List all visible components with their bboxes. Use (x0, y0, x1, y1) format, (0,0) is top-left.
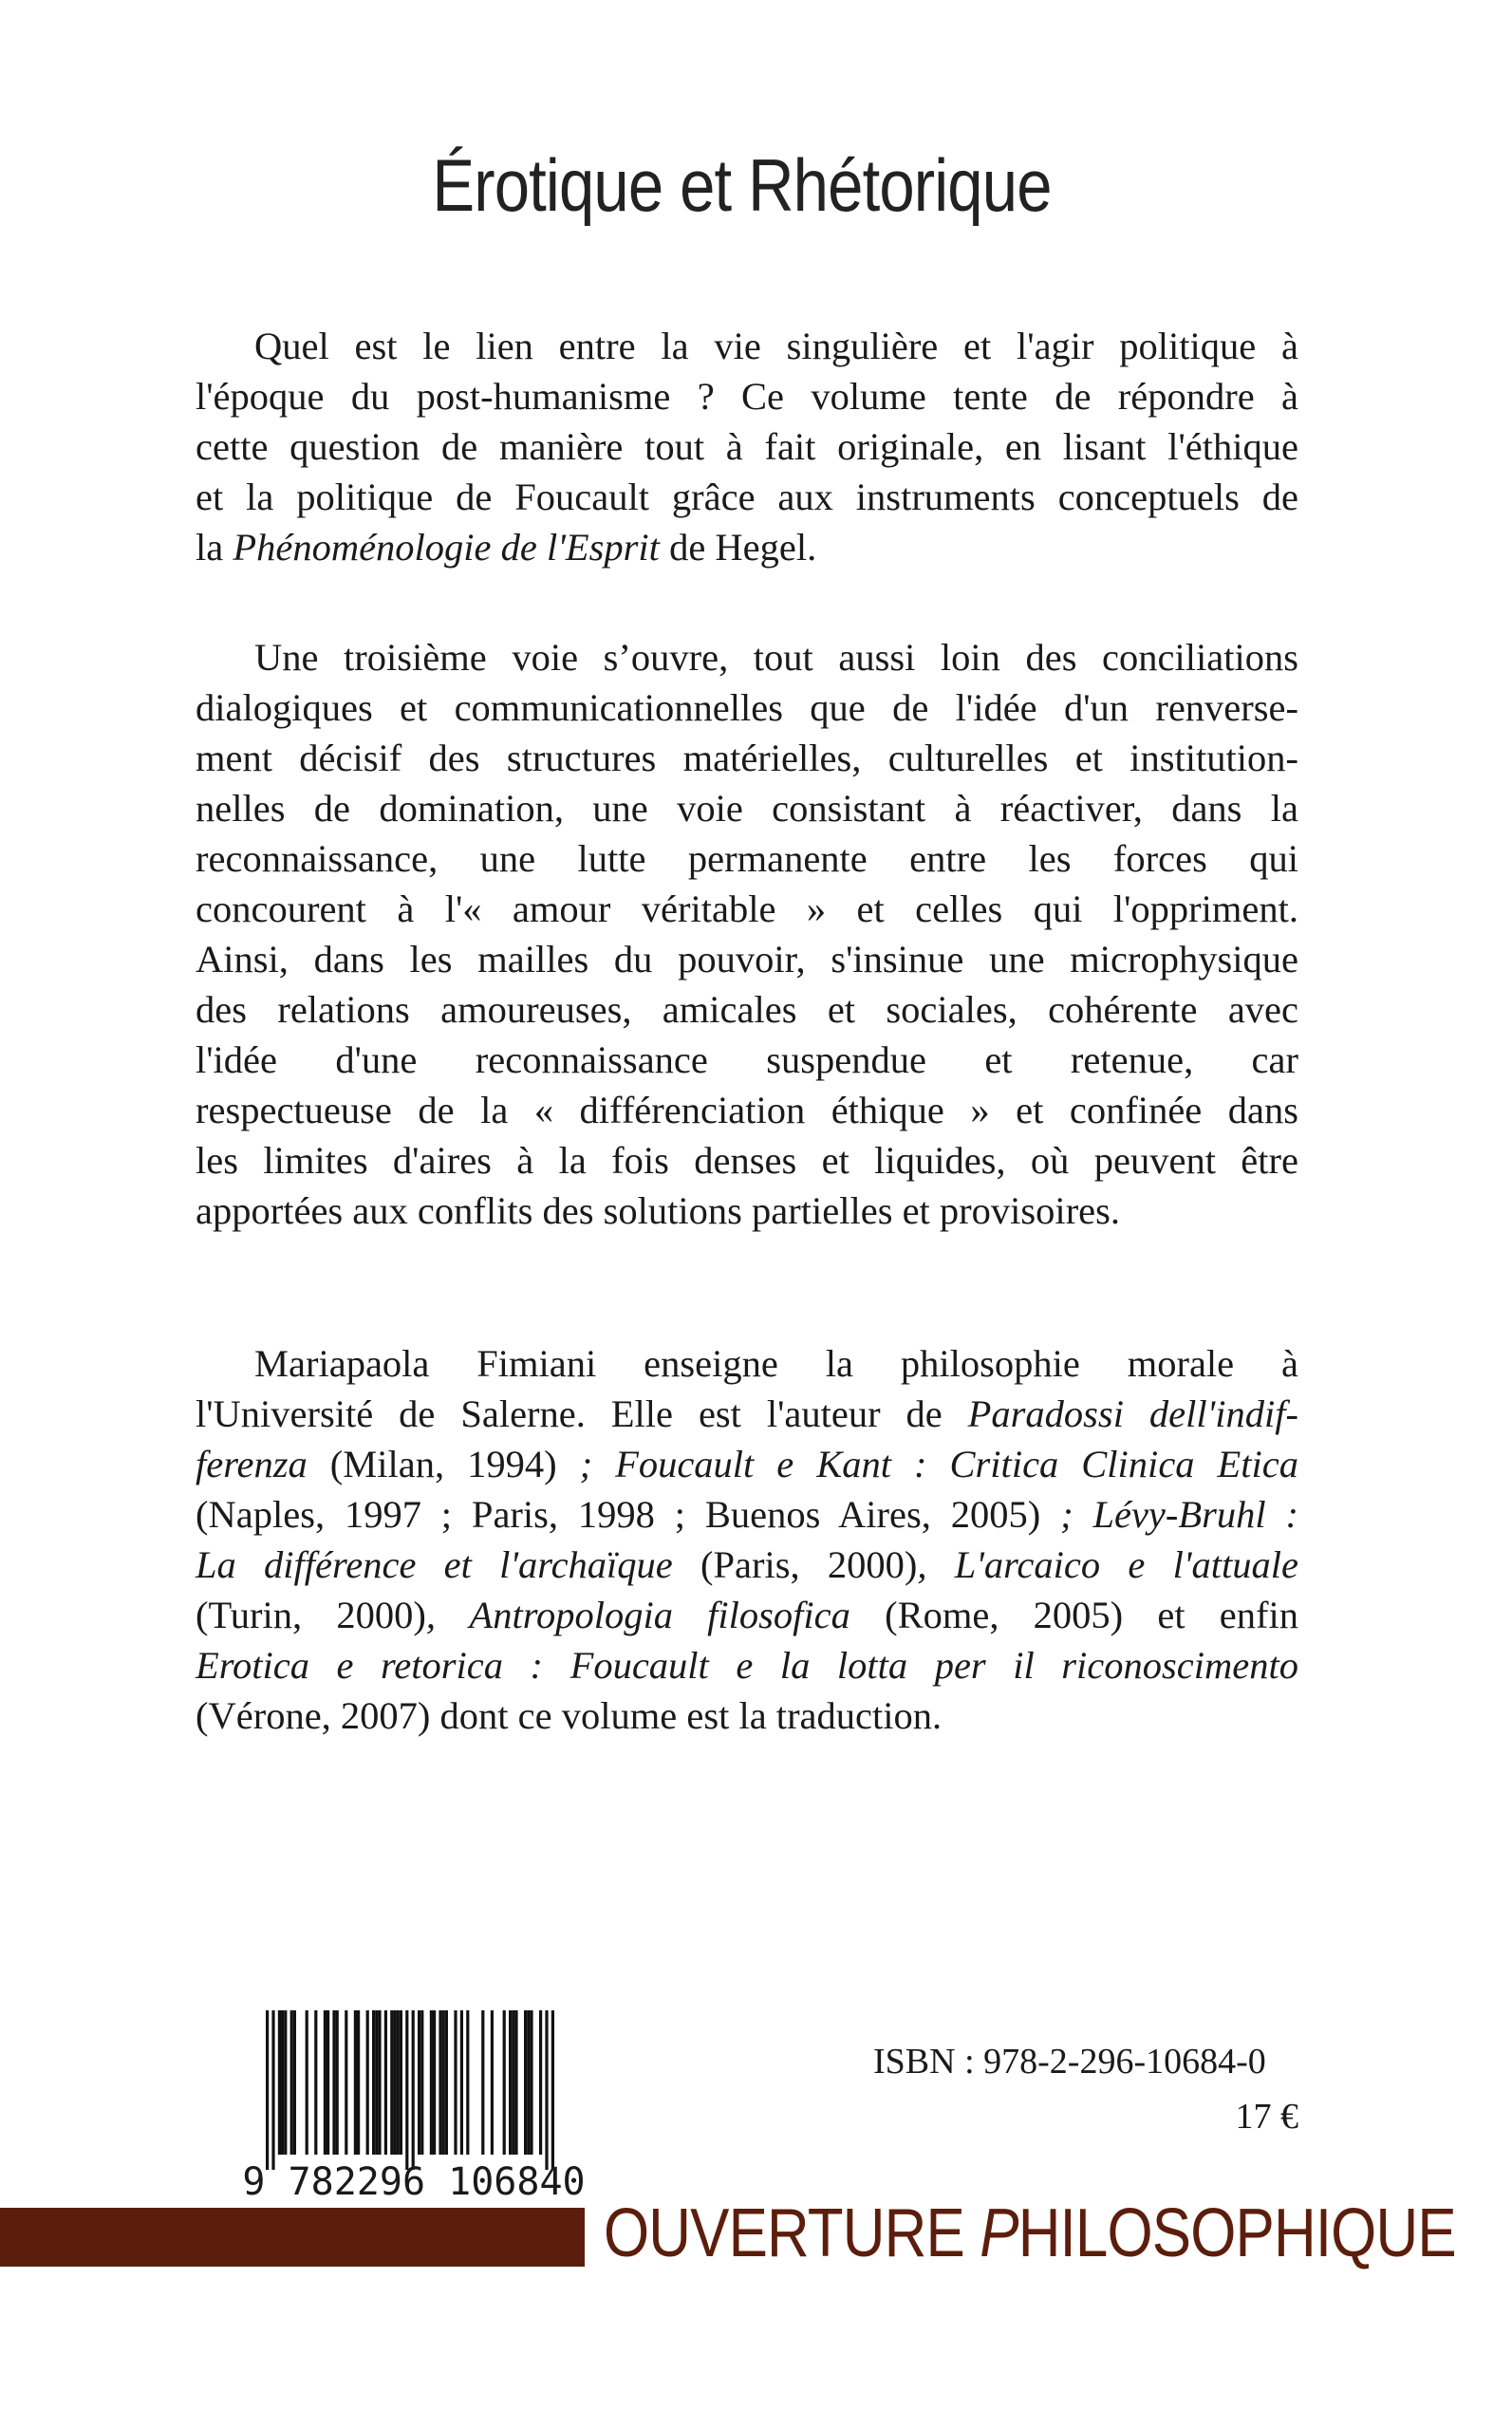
text-line: dialogiques et communicationnelles que de l'idée d'un renverse- (196, 686, 1298, 729)
text-fragment: (Rome, 2005) et enfin (849, 1594, 1298, 1636)
barcode-bar (375, 2010, 378, 2155)
book-reference: ; Foucault e Kant : Critica Clinica Etica (579, 1443, 1299, 1485)
text-line: Ainsi, dans les mailles du pouvoir, s'insinue une microphysique (196, 938, 1298, 980)
synopsis-paragraph-1 (196, 321, 1298, 572)
book-reference: La différence et l'archaïque (196, 1543, 673, 1586)
text-line (196, 1439, 1298, 1489)
book-reference: , Antropologia filosofica (425, 1594, 850, 1636)
barcode-number: 9 782296 106840 (242, 2160, 586, 2198)
book-reference: Erotica e retorica : Foucault e la lotta per il riconoscimento (196, 1644, 1298, 1687)
text-line: l'idée d'une reconnaissance suspendue et retenue, car (196, 1038, 1298, 1081)
text-line: cette question de manière tout à fait originale, en lisant l'éthique (196, 425, 1298, 468)
barcode-bar (336, 2010, 339, 2155)
barcode-bar (393, 2010, 396, 2155)
book-reference: , L'arcaico e l'attuale (917, 1543, 1298, 1586)
barcode-bar (481, 2010, 484, 2155)
collection-name-part: P (980, 2195, 1018, 2271)
book-reference: Paradossi dell'indif- (967, 1392, 1299, 1435)
book-reference: Phénoménologie de l'Esprit (233, 526, 660, 569)
text-line: les limites d'aires à la fois denses et liquides, où peuvent être (196, 1139, 1298, 1182)
text-line (196, 1489, 1298, 1540)
barcode-bar (314, 2010, 317, 2155)
text-line (196, 522, 1298, 572)
barcode-bar (384, 2010, 387, 2155)
barcode-bar (306, 2010, 308, 2155)
barcode (233, 2010, 594, 2198)
text-line: apportées aux conflits des solutions partielles et provisoires. (196, 1189, 1121, 1232)
barcode-bar (281, 2010, 284, 2155)
barcode-bar (551, 2010, 554, 2170)
barcode-bar (420, 2010, 423, 2155)
collection-name-part: OUVERTURE (604, 2195, 980, 2271)
text-line: reconnaissance, une lutte permanente entre les forces qui (196, 837, 1298, 880)
text-fragment: (Turin, 2000) (196, 1594, 426, 1636)
barcode-bar (271, 2010, 274, 2170)
barcode-bar (366, 2010, 369, 2155)
barcode-bar (400, 2010, 402, 2155)
barcode-bar (466, 2010, 469, 2155)
barcode-bar (378, 2010, 381, 2155)
barcode-bar (278, 2010, 281, 2155)
text-line: des relations amoureuses, amicales et sociales, cohérente avec (196, 988, 1298, 1031)
synopsis-paragraph-2 (196, 632, 1298, 1236)
text-fragment: la (196, 526, 233, 569)
barcode-bar (418, 2010, 420, 2155)
text-line: nelles de domination, une voie consistant à réactiver, dans la (196, 787, 1298, 830)
price: 17 € (1235, 2097, 1298, 2137)
barcode-bar (266, 2010, 269, 2170)
book-reference: ; Lévy-Bruhl : (1060, 1493, 1298, 1536)
barcode-bar (430, 2010, 433, 2155)
text-line: et la politique de Foucault grâce aux instruments conceptuels de (196, 476, 1298, 518)
text-line (196, 1540, 1298, 1590)
barcode-bar (390, 2010, 393, 2155)
barcode-bar (545, 2010, 548, 2170)
text-fragment: (Milan, 1994) (307, 1443, 580, 1485)
text-fragment: (Paris, 2000) (672, 1543, 918, 1586)
barcode-bar (512, 2010, 514, 2155)
text-line: Mariapaola Fimiani enseigne la philosophie morale à (254, 1342, 1298, 1385)
barcode-bar (345, 2010, 347, 2155)
text-line (196, 1389, 1298, 1439)
barcode-bar (405, 2010, 408, 2170)
barcode-bar (442, 2010, 445, 2155)
barcode-bar (372, 2010, 375, 2155)
barcode-bar (284, 2010, 287, 2155)
barcode-bar (527, 2010, 530, 2155)
barcode-bar (290, 2010, 293, 2155)
barcode-bar (332, 2010, 335, 2155)
barcode-bar (327, 2010, 329, 2155)
barcode-bar (539, 2010, 542, 2155)
collection-name (604, 2194, 1456, 2272)
text-line: l'époque du post-humanisme ? Ce volume tente de répondre à (196, 375, 1298, 418)
barcode-bar (514, 2010, 517, 2155)
barcode-bar (530, 2010, 532, 2155)
barcode-bar (460, 2010, 463, 2155)
barcode-bars (266, 2010, 554, 2170)
barcode-bar (357, 2010, 360, 2155)
barcode-bar (454, 2010, 457, 2155)
text-fragment: (Naples, 1997 ; Paris, 1998 ; Buenos Aires, 2005) (196, 1493, 1061, 1536)
barcode-bar (397, 2010, 400, 2155)
text-line: (Vérone, 2007) dont ce volume est la traduction. (196, 1694, 943, 1737)
collection-color-bar (0, 2208, 585, 2267)
barcode-bar (509, 2010, 512, 2155)
barcode-bar (491, 2010, 494, 2155)
text-line: respectueuse de la « différenciation éthique » et confinée dans (196, 1089, 1298, 1131)
text-line: ment décisif des structures matérielles, culturelles et institution- (196, 737, 1298, 779)
collection-name-part: HILOSOPHIQUE (1017, 2195, 1456, 2271)
text-fragment: de Hegel. (659, 526, 817, 569)
barcode-bar (433, 2010, 436, 2155)
text-line (196, 1590, 1298, 1640)
barcode-bar (439, 2010, 441, 2155)
barcode-bar (354, 2010, 357, 2155)
text-line: Quel est le lien entre la vie singulière et l'agir politique à (254, 325, 1298, 367)
barcode-bar (324, 2010, 327, 2155)
barcode-bar (524, 2010, 527, 2155)
book-title: Érotique et Rhétorique (432, 143, 1052, 227)
text-fragment: l'Université de Salerne. Elle est l'auteur de (196, 1392, 968, 1435)
barcode-bar (412, 2010, 415, 2170)
author-bio (196, 1338, 1298, 1741)
barcode-bar (293, 2010, 296, 2155)
barcode-bar (445, 2010, 448, 2155)
text-line: Une troisième voie s’ouvre, tout aussi loin des conciliations (254, 636, 1298, 679)
book-reference: ferenza (196, 1443, 308, 1485)
barcode-bar (503, 2010, 506, 2155)
text-line: concourent à l'« amour véritable » et celles qui l'oppriment. (196, 887, 1298, 930)
text-line (196, 1640, 1298, 1690)
isbn: ISBN : 978-2-296-10684-0 (873, 2042, 1266, 2082)
